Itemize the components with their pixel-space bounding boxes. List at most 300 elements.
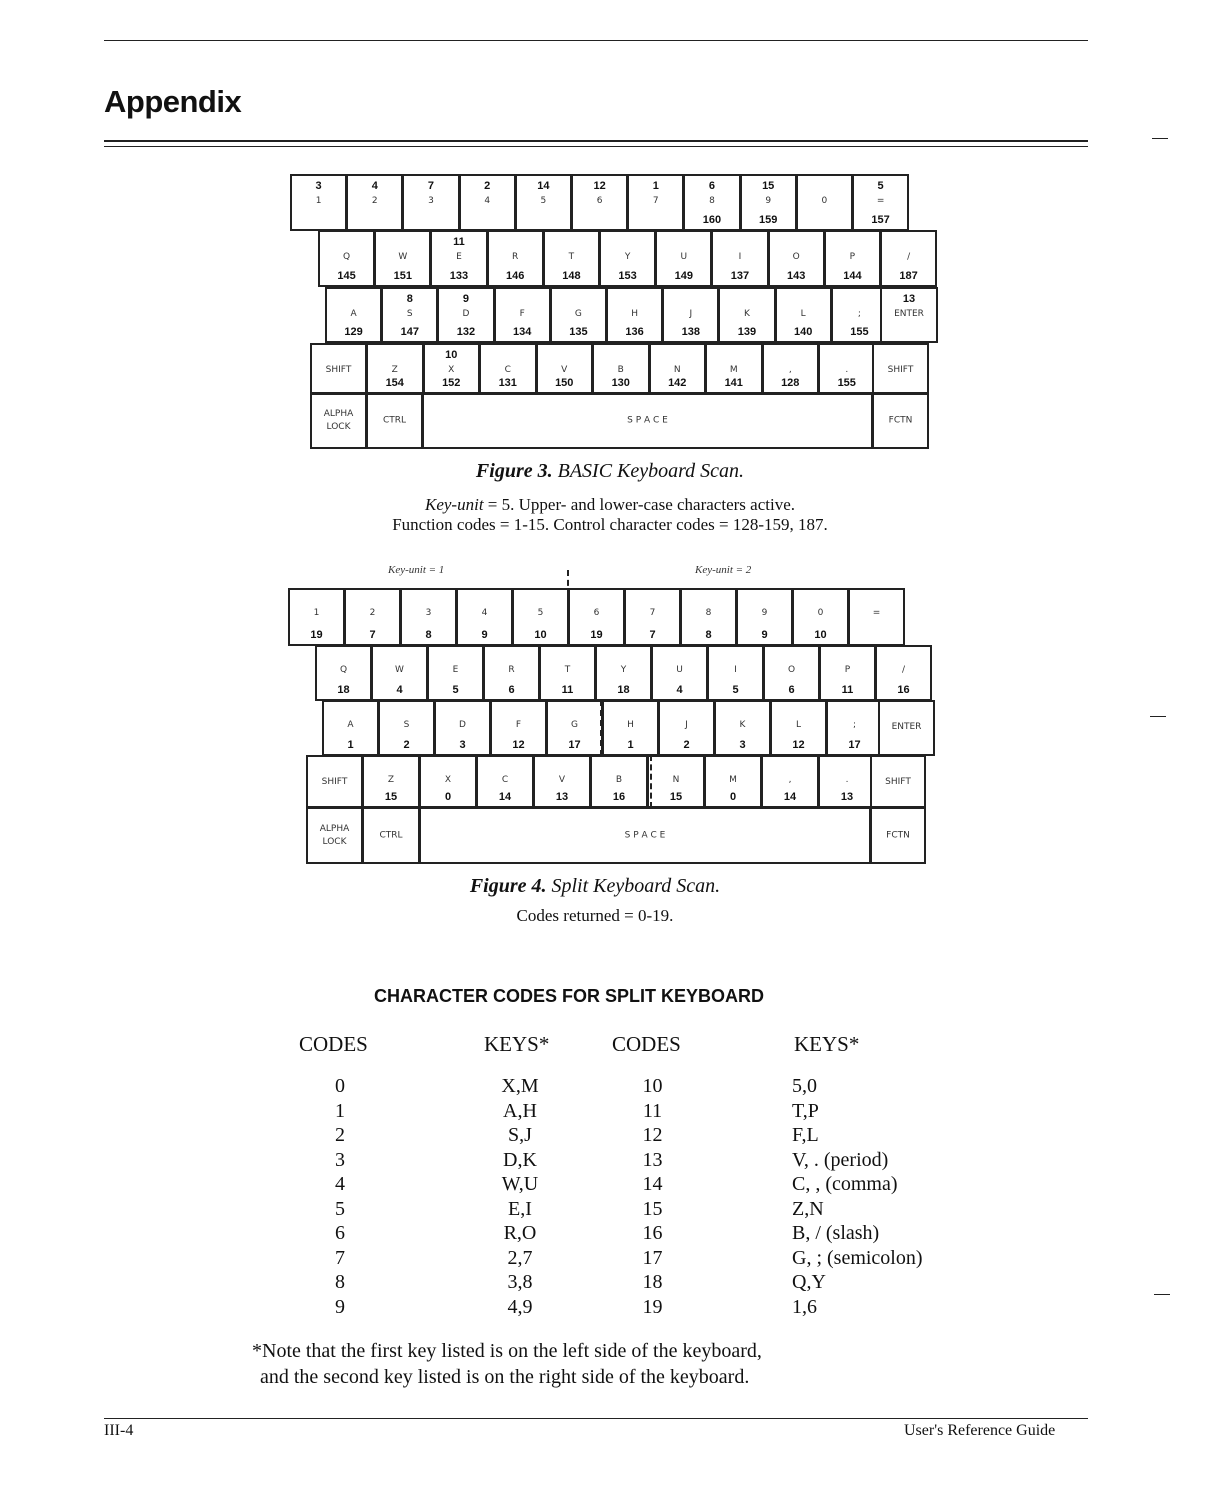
key-char: J — [689, 309, 693, 319]
key-code: 1 — [627, 739, 634, 751]
key-char: 5 — [537, 608, 544, 618]
key-8 — [683, 174, 740, 231]
key-d — [434, 700, 491, 756]
key-p — [819, 645, 876, 701]
key-char: SHIFT — [885, 777, 911, 787]
key-code: 152 — [442, 377, 461, 389]
key-r — [487, 230, 544, 287]
table-cell: 0 — [335, 1075, 345, 1097]
key-char: V — [558, 775, 566, 785]
key-n — [647, 755, 705, 808]
key-label: ALPHA LOCK — [323, 409, 354, 432]
table-note-line2: and the second key listed is on the right side of the keyboard. — [260, 1366, 750, 1388]
figure4-caption-prefix: Figure 4. — [469, 875, 547, 897]
key-char: 1 — [313, 608, 320, 618]
key-char: C — [504, 365, 511, 375]
key-code: 133 — [449, 270, 469, 282]
key-label: S P A C E — [627, 415, 668, 426]
key-code: 16 — [612, 791, 626, 803]
key-code: 160 — [702, 214, 722, 226]
key-3 — [402, 174, 459, 231]
key-char: Y — [620, 665, 627, 675]
key-shift — [306, 755, 363, 808]
margin-mark — [1152, 138, 1168, 139]
table-cell: 10 — [642, 1075, 663, 1097]
key-char: Y — [624, 252, 631, 262]
table-cell: 8 — [335, 1271, 345, 1293]
key-code: 7 — [649, 629, 656, 641]
key-fctn — [872, 393, 929, 449]
table-cell: 6 — [335, 1222, 345, 1244]
key-char: ; — [852, 720, 857, 730]
key-z — [366, 343, 424, 394]
key-q — [315, 645, 372, 701]
key-y — [595, 645, 652, 701]
key-8 — [680, 588, 737, 646]
key-code: 9 — [761, 629, 768, 641]
key-r — [483, 645, 540, 701]
key-b — [592, 343, 650, 394]
split-divider-line — [600, 755, 650, 757]
key-char: I — [734, 665, 737, 675]
key-char: B — [615, 775, 623, 785]
key-symbol — [762, 343, 820, 394]
table-cell: E,I — [508, 1197, 532, 1220]
key-symbol — [761, 755, 819, 808]
key-code: 16 — [897, 684, 910, 696]
key-e — [430, 230, 487, 287]
key-c — [479, 343, 537, 394]
key-f — [490, 700, 547, 756]
key-char: L — [795, 720, 801, 730]
key-function-code: 5 — [877, 180, 884, 192]
table-cell: 16 — [642, 1222, 663, 1244]
key-m — [705, 343, 763, 394]
key-label: FCTN — [888, 415, 913, 426]
key-p — [824, 230, 881, 287]
key-char: = — [876, 196, 885, 206]
key-4 — [459, 174, 516, 231]
key-char: SHIFT — [887, 365, 914, 375]
key-t — [539, 645, 596, 701]
key-h — [602, 700, 659, 756]
key-char: A — [350, 309, 357, 319]
key-code: 128 — [781, 377, 800, 389]
key-char: C — [501, 775, 509, 785]
key-char: G — [574, 309, 582, 319]
key-char: SHIFT — [325, 365, 352, 375]
key-d — [437, 287, 494, 343]
key-char: Q — [343, 252, 351, 262]
key-char: J — [685, 720, 688, 730]
col-header-codes-right: CODES — [612, 1032, 681, 1056]
key-v — [536, 343, 594, 394]
key-0 — [796, 174, 853, 231]
key-s-p-a-c-e — [422, 393, 873, 449]
key-m — [704, 755, 762, 808]
key-code: 135 — [569, 326, 588, 338]
key-code: 10 — [814, 629, 827, 641]
figure3-caption-line1 — [300, 495, 920, 515]
key-char: 3 — [428, 196, 434, 206]
table-cell: 5 — [335, 1197, 345, 1220]
figure3-key-unit-rest: = 5. Upper- and lower-case characters active. — [487, 495, 795, 514]
key-code: 8 — [705, 629, 712, 641]
col-header-keys-right: KEYS* — [794, 1032, 860, 1056]
key-char: R — [512, 252, 519, 262]
key-function-code: 13 — [902, 293, 916, 305]
key-code: 5 — [732, 684, 739, 696]
key-4 — [456, 588, 513, 646]
key-u — [655, 230, 712, 287]
key-code: 18 — [617, 684, 630, 696]
key-char: X — [444, 775, 452, 785]
table-cell: T,P — [792, 1099, 819, 1122]
key-char: U — [676, 665, 683, 675]
figure3-caption-prefix: Figure 3. — [475, 460, 553, 482]
key-g — [546, 700, 603, 756]
key-code: 130 — [611, 377, 630, 389]
key-char: P — [844, 665, 851, 675]
key-char: , — [788, 775, 792, 785]
key-g — [550, 287, 607, 343]
key-char: , — [788, 365, 792, 375]
footer-rule — [104, 1418, 1088, 1419]
key-e — [427, 645, 484, 701]
table-cell: B, / (slash) — [792, 1222, 880, 1244]
key-y — [599, 230, 656, 287]
key-code: 5 — [452, 684, 459, 696]
key-char: M — [729, 775, 737, 785]
figure4-caption-line1: Codes returned = 0-19. — [516, 906, 674, 925]
key-code: 11 — [561, 684, 574, 696]
figure4-label-left: Key-unit = 1 — [388, 564, 445, 576]
key-code: 132 — [456, 326, 476, 338]
table-cell: 12 — [642, 1124, 663, 1146]
key-code: 11 — [841, 684, 854, 696]
key-code: 159 — [759, 214, 778, 226]
table-cell: 1 — [335, 1099, 345, 1122]
key-code: 7 — [369, 629, 376, 641]
key-char: O — [787, 665, 796, 675]
key-code: 140 — [794, 326, 813, 338]
table-heading: CHARACTER CODES FOR SPLIT KEYBOARD — [374, 986, 765, 1006]
key-9 — [740, 174, 797, 231]
figure3-key-unit-label: Key-unit — [425, 495, 484, 514]
key-code: 19 — [310, 629, 323, 641]
key-1 — [288, 588, 345, 646]
key-code: 0 — [444, 791, 452, 803]
key-s — [381, 287, 438, 343]
key-char: H — [627, 720, 634, 730]
key-code: 131 — [498, 377, 517, 389]
key-code: 148 — [562, 270, 581, 282]
key-char: ENTER — [891, 722, 922, 732]
key-function-code: 2 — [484, 180, 491, 192]
key-label: FCTN — [886, 830, 910, 840]
key-code: 157 — [871, 214, 890, 226]
key-label: ALPHA LOCK — [319, 823, 350, 847]
key-1 — [290, 174, 347, 231]
key-o — [768, 230, 825, 287]
key-k — [718, 287, 775, 343]
split-divider-line — [600, 700, 602, 756]
key-char: 5 — [540, 196, 547, 206]
key-char: V — [561, 365, 568, 375]
key-code: 155 — [850, 326, 869, 338]
table-cell: 11 — [642, 1099, 663, 1122]
key-code: 6 — [788, 684, 795, 696]
key-code: 3 — [459, 739, 466, 751]
key-function-code: 8 — [406, 293, 413, 305]
key-code: 145 — [337, 270, 356, 282]
key-char: D — [459, 720, 466, 730]
key-char: 6 — [593, 608, 600, 618]
key-char: 4 — [484, 196, 491, 206]
key-code: 155 — [837, 377, 856, 389]
key-symbol — [818, 755, 876, 808]
table-cell: 18 — [642, 1271, 663, 1293]
key-char: = — [872, 608, 881, 618]
key-char: H — [631, 309, 638, 319]
key-function-code: 12 — [593, 180, 606, 192]
key-code: 187 — [899, 270, 918, 282]
key-l — [770, 700, 827, 756]
key-char: 6 — [596, 196, 603, 206]
key-z — [362, 755, 420, 808]
table-cell: 19 — [642, 1295, 663, 1318]
key-code: 144 — [843, 270, 862, 282]
table-cell: W,U — [501, 1173, 539, 1195]
key-code: 10 — [534, 629, 547, 641]
key-function-code: 7 — [427, 180, 435, 192]
key-char: 2 — [371, 196, 378, 206]
key-label: S P A C E — [624, 830, 666, 840]
table-cell: C, , (comma) — [792, 1173, 898, 1195]
figure4-label-right: Key-unit = 2 — [695, 564, 752, 576]
key-function-code: 4 — [371, 180, 378, 192]
key-x — [423, 343, 481, 394]
key-code: 14 — [498, 791, 512, 803]
table-cell: Q,Y — [792, 1271, 826, 1293]
key-symbol — [875, 645, 932, 701]
key-code: 138 — [681, 326, 700, 338]
key-fctn — [870, 807, 926, 864]
key-char: . — [845, 775, 849, 785]
table-cell: 4 — [335, 1173, 345, 1195]
footer-guide-name: User's Reference Guide — [904, 1422, 1056, 1439]
table-cell: Z,N — [792, 1197, 824, 1220]
key-char: N — [672, 775, 680, 785]
right-keys-column — [792, 1074, 992, 1319]
table-cell: F,L — [792, 1124, 819, 1146]
key-code: 149 — [674, 270, 693, 282]
table-cell: 2 — [335, 1124, 345, 1146]
col-header-keys-left: KEYS* — [484, 1032, 550, 1056]
key-char: K — [744, 309, 750, 319]
key-n — [649, 343, 707, 394]
split-divider-line — [567, 645, 596, 647]
key-ctrl — [362, 807, 420, 864]
table-cell: 3,8 — [507, 1271, 533, 1293]
split-divider-line — [595, 645, 597, 700]
key-0 — [792, 588, 849, 646]
key-code: 137 — [730, 270, 750, 282]
key-char: E — [456, 252, 462, 262]
table-cell: 7 — [335, 1246, 345, 1269]
key-enter — [880, 287, 938, 343]
key-char: 7 — [652, 196, 659, 206]
footer-page-number: III-4 — [104, 1422, 134, 1439]
split-divider-line — [567, 570, 569, 645]
key-h — [606, 287, 663, 343]
key-w — [374, 230, 431, 287]
key-char: E — [452, 665, 459, 675]
table-note-line1: *Note that the first key listed is on the left side of the keyboard, — [252, 1340, 762, 1362]
key-char: T — [564, 665, 571, 675]
key-s — [378, 700, 435, 756]
left-codes-column — [320, 1074, 360, 1319]
key-alpha-lock — [310, 393, 367, 449]
key-code: 141 — [724, 377, 743, 389]
margin-mark — [1150, 716, 1166, 717]
table-cell: 3 — [335, 1148, 345, 1171]
key-code: 6 — [508, 684, 515, 696]
key-char: ; — [857, 309, 861, 319]
key-code: 150 — [555, 377, 574, 389]
key-char: W — [398, 252, 408, 262]
key-char: 8 — [709, 196, 715, 206]
key-char: I — [738, 252, 742, 262]
key-code: 13 — [555, 791, 569, 803]
key-w — [371, 645, 428, 701]
key-function-code: 14 — [537, 180, 550, 192]
key-char: / — [901, 665, 906, 675]
key-j — [662, 287, 719, 343]
table-cell: R,O — [503, 1222, 537, 1244]
key-char: B — [617, 365, 624, 375]
key-2 — [344, 588, 401, 646]
key-alpha-lock — [306, 807, 363, 864]
key-char: W — [395, 665, 404, 675]
key-function-code: 6 — [708, 180, 716, 192]
key-code: 15 — [669, 791, 683, 803]
key-f — [494, 287, 551, 343]
key-char: 2 — [369, 608, 376, 618]
key-u — [651, 645, 708, 701]
key-symbol — [852, 174, 909, 231]
key-5 — [515, 174, 572, 231]
key-9 — [736, 588, 793, 646]
key-char: N — [673, 365, 681, 375]
table-cell: S,J — [508, 1124, 532, 1146]
key-c — [476, 755, 534, 808]
key-label: CTRL — [379, 830, 403, 840]
key-char: 9 — [761, 608, 768, 618]
key-code: 14 — [783, 791, 797, 803]
key-code: 146 — [506, 270, 525, 282]
key-char: P — [849, 252, 856, 262]
key-code: 8 — [425, 629, 432, 641]
key-code: 17 — [568, 739, 581, 751]
key-k — [714, 700, 771, 756]
table-cell: 2,7 — [507, 1246, 533, 1269]
key-function-code: 11 — [453, 236, 465, 248]
key-char: Q — [339, 665, 348, 675]
key-code: 0 — [729, 791, 737, 803]
key-char: Z — [387, 775, 395, 785]
table-cell: 15 — [642, 1197, 663, 1220]
key-char: O — [792, 252, 800, 262]
key-code: 153 — [618, 270, 637, 282]
key-ctrl — [366, 393, 423, 449]
key-x — [419, 755, 477, 808]
margin-mark — [1154, 1294, 1170, 1295]
table-cell: 4,9 — [507, 1295, 533, 1318]
key-function-code: 15 — [762, 180, 775, 192]
key-code: 2 — [403, 739, 410, 751]
split-divider-line — [650, 755, 652, 808]
key-char: D — [462, 309, 470, 319]
table-cell: D,K — [503, 1148, 537, 1171]
key-code: 139 — [737, 326, 757, 338]
table-cell: G, ; (semicolon) — [792, 1246, 923, 1269]
key-code: 13 — [840, 791, 854, 803]
key-v — [533, 755, 591, 808]
key-b — [590, 755, 648, 808]
key-j — [658, 700, 715, 756]
key-i — [707, 645, 764, 701]
key-l — [775, 287, 832, 343]
key-shift — [310, 343, 367, 394]
key-symbol — [826, 700, 883, 756]
table-cell: 5,0 — [792, 1075, 817, 1097]
key-code: 4 — [676, 684, 683, 696]
figure3-caption-text: BASIC Keyboard Scan. — [557, 460, 745, 482]
table-cell: 1,6 — [792, 1295, 817, 1318]
key-char: ENTER — [894, 309, 924, 319]
title-rule-thin — [104, 146, 1088, 147]
key-char: A — [347, 720, 354, 730]
key-i — [711, 230, 768, 287]
key-char: . — [845, 365, 849, 375]
key-char: 9 — [765, 196, 772, 206]
key-code: 2 — [683, 739, 690, 751]
figure4-caption-title — [300, 875, 890, 898]
key-shift — [872, 343, 929, 394]
key-char: SHIFT — [321, 777, 348, 787]
key-code: 151 — [393, 270, 412, 282]
key-code: 154 — [385, 377, 404, 389]
key-char: U — [680, 252, 688, 262]
key-char: 4 — [481, 608, 488, 618]
figure3-caption-title — [300, 460, 920, 483]
key-code: 143 — [787, 270, 806, 282]
key-q — [318, 230, 375, 287]
key-char: 0 — [821, 196, 828, 206]
key-code: 18 — [337, 684, 350, 696]
table-cell: 14 — [642, 1173, 663, 1195]
key-code: 4 — [396, 684, 403, 696]
figure3-caption-line2: Function codes = 1-15. Control character codes = 128-159, 187. — [392, 515, 828, 534]
key-char: F — [519, 309, 525, 319]
key-code: 129 — [344, 326, 363, 338]
key-function-code: 9 — [462, 293, 470, 305]
key-a — [325, 287, 382, 343]
key-6 — [568, 588, 625, 646]
table-cell: 17 — [642, 1246, 663, 1269]
table-cell: 9 — [335, 1295, 345, 1318]
